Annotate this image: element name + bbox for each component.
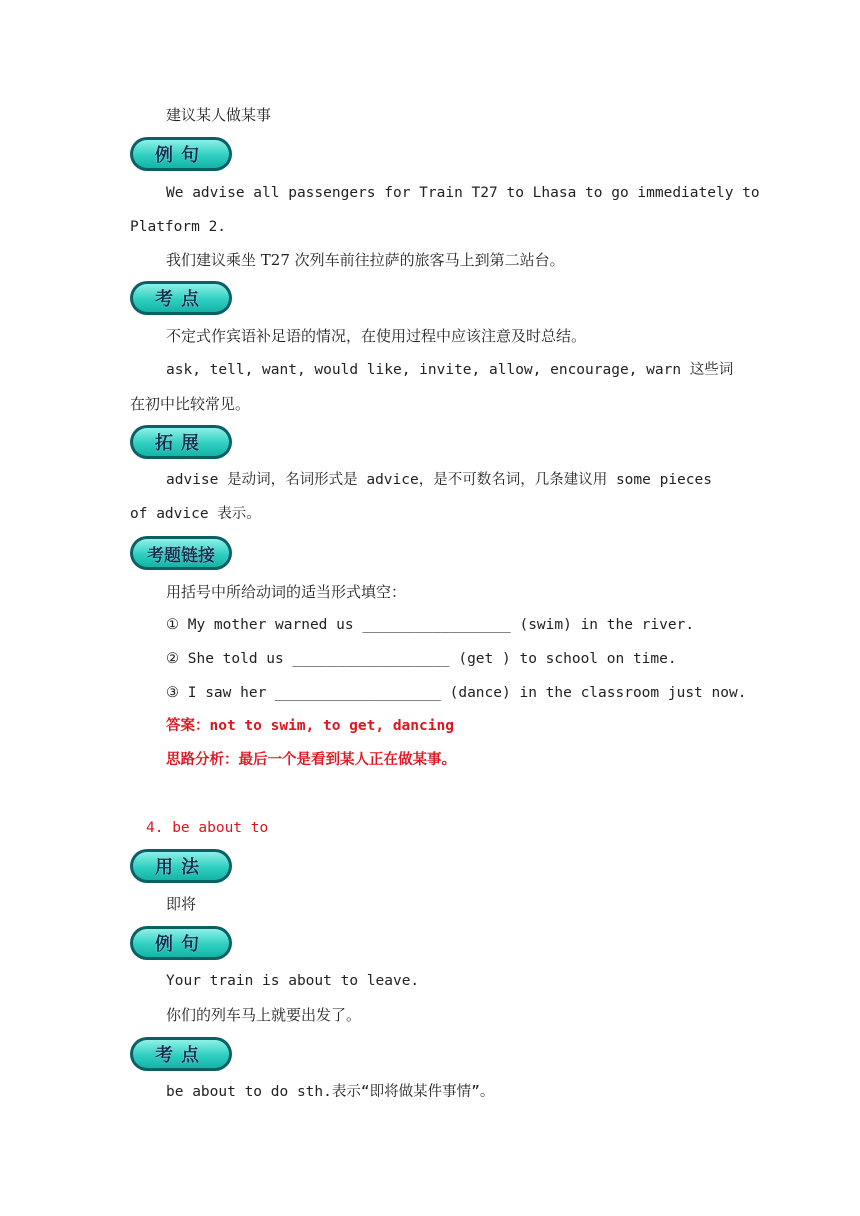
key-point-badge-2 [130,1037,232,1071]
example-badge-2-label: 例句 [133,929,229,957]
exercise-item: ③ I saw her ___________________ (dance) in the classroom just now. [166,685,747,701]
key-point-zh: 不定式作宾语补足语的情况，在使用过程中应该注意及时总结。 [166,327,587,345]
exercise-item: ② She told us __________________ (get ) to school on time. [166,651,677,667]
exam-link-badge-label: 考题链接 [133,539,229,567]
extension-badge-label: 拓展 [133,428,229,456]
key-point-line1: ask, tell, want, would like, invite, allow, encourage, warn 这些词 [166,362,734,378]
example-badge-label: 例句 [133,140,229,168]
extension-line1: advise 是动词，名词形式是 advice，是不可数名词，几条建议用 some pieces [166,472,712,488]
usage-badge [130,849,232,883]
exercise-item: ① My mother warned us _________________ (swim) in the river. [166,617,695,633]
answer: 答案：not to swim, to get, dancing [166,718,454,734]
advise-meaning: 建议某人做某事 [166,106,272,124]
extension-badge [130,425,232,459]
analysis: 思路分析：最后一个是看到某人正在做某事。 [166,752,456,768]
extension-line2: of advice 表示。 [130,506,261,522]
exercise-instruction: 用括号中所给动词的适当形式填空： [166,583,407,601]
usage-zh: 即将 [166,895,197,913]
key-point-line2: 在初中比较常见。 [130,395,251,413]
key-point-be-about-to: be about to do sth.表示“即将做某件事情”。 [166,1084,495,1100]
example-en-line1: We advise all passengers for Train T27 to Lhasa to go immediately to [166,185,760,201]
exam-link-badge [130,536,232,570]
example-badge [130,137,232,171]
example-zh: 我们建议乘坐 T27 次列车前往拉萨的旅客马上到第二站台。 [166,251,565,269]
usage-badge-label: 用法 [133,852,229,880]
key-point-badge-label: 考点 [133,284,229,312]
example-zh-2: 你们的列车马上就要出发了。 [166,1006,362,1024]
key-point-badge-2-label: 考点 [133,1040,229,1068]
example-en-2: Your train is about to leave. [166,973,420,989]
example-en-line2: Platform 2. [130,219,227,235]
example-badge-2 [130,926,232,960]
key-point-badge [130,281,232,315]
section-heading-be-about-to: 4. be about to [146,820,269,836]
